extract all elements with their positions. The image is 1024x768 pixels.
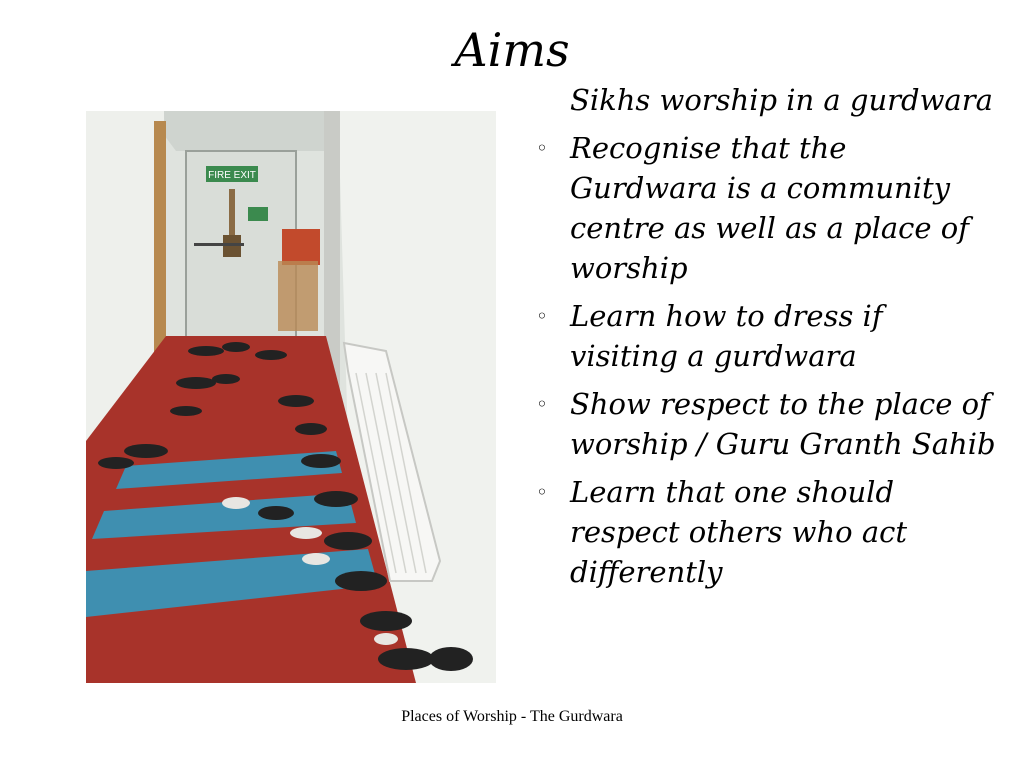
corridor-photo <box>86 111 496 683</box>
bullet-marker: ◦ <box>536 304 548 328</box>
aims-bullet-text: Recognise that the Gurdwara is a community centre as well as a place of worship <box>570 131 969 285</box>
aims-bullet-text: Learn that one should respect others who act differently <box>570 475 908 589</box>
bullet-marker: ◦ <box>536 136 548 160</box>
slide-title: Aims <box>454 23 570 77</box>
aims-bullet <box>528 472 998 592</box>
aims-intro-text: Sikhs worship in a gurdwara <box>570 83 993 117</box>
aims-bullet <box>528 384 998 464</box>
bullet-marker: ◦ <box>536 480 548 504</box>
aims-list <box>528 80 998 600</box>
svg-text:FIRE EXIT: FIRE EXIT <box>208 170 256 181</box>
aims-bullet-text: Show respect to the place of worship / Guru Granth Sahib <box>570 387 996 461</box>
aims-bullet <box>528 128 998 288</box>
aims-bullet-text: Learn how to dress if visiting a gurdwara <box>570 299 883 373</box>
aims-bullet <box>528 296 998 376</box>
bullet-marker: ◦ <box>536 392 548 416</box>
aims-intro <box>528 80 998 120</box>
slide-footer: Places of Worship - The Gurdwara <box>401 708 623 725</box>
